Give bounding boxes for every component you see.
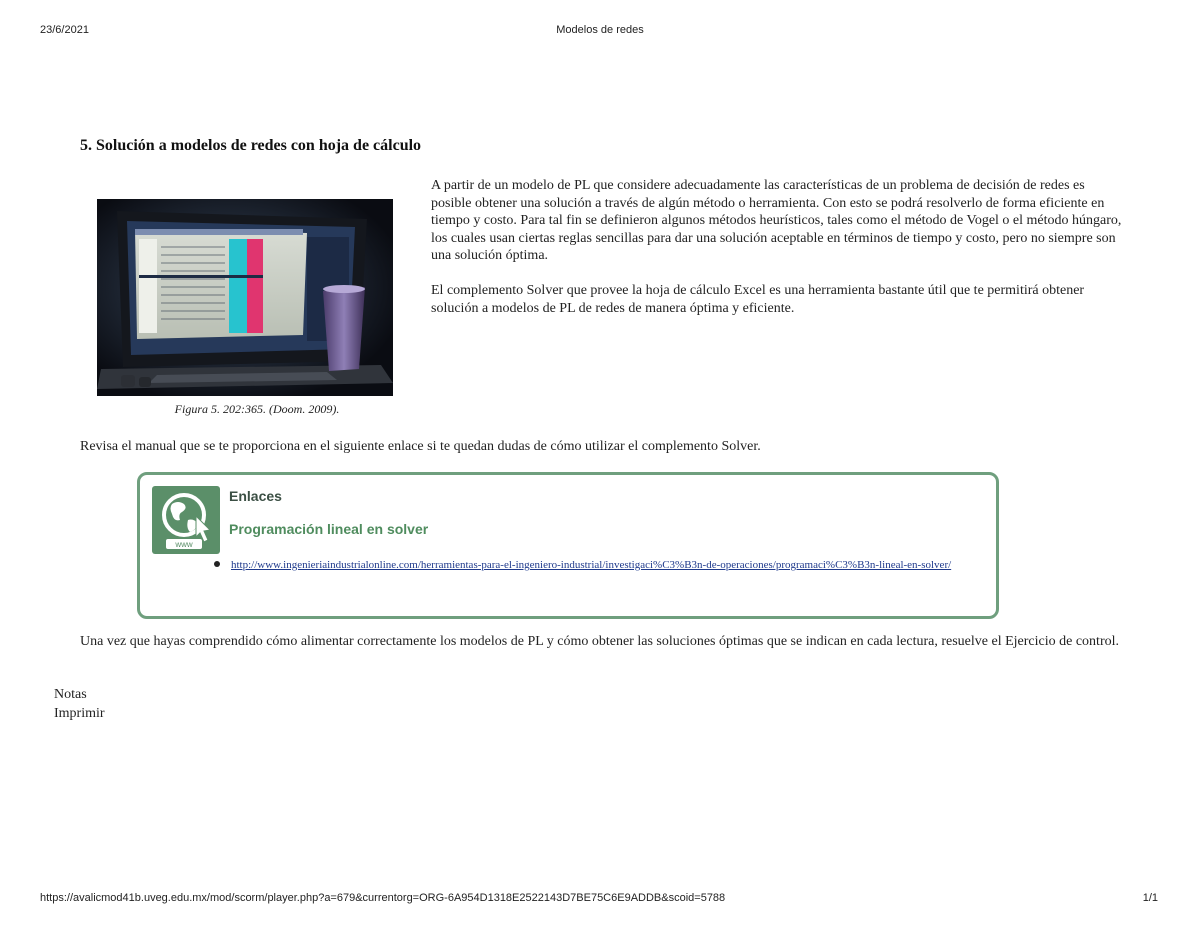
laptop-spreadsheet-photo [97,199,393,396]
intro-paragraph-2: El complemento Solver que provee la hoja de cálculo Excel es una herramienta bastante útil que te permitirá obtener solución a modelos de PL de redes de manera óptima y eficiente. [431,282,1085,316]
globe-icon [152,486,220,554]
solver-manual-instruction: Revisa el manual que se te proporciona en el siguiente enlace si te quedan dudas de cómo utilizar el complemento Solver. [80,439,761,454]
figure-caption: Figura 5. 202:365. (Doom. 2009). [174,402,340,416]
notas-link[interactable]: Notas [54,687,87,702]
laptop-photo-illustration [97,199,393,396]
section-title: 5. Solución a modelos de redes con hoja de cálculo [80,137,422,154]
page-actions [54,685,105,723]
print-page-number: 1/1 [1142,892,1158,904]
imprimir-link[interactable]: Imprimir [54,706,105,721]
print-page-title: Modelos de redes [556,24,644,36]
print-date: 23/6/2021 [40,24,89,36]
intro-text [431,177,1126,334]
links-subheading: Programación lineal en solver [229,521,429,537]
print-url: https://avalicmod41b.uveg.edu.mx/mod/scorm/player.php?a=679&currentorg=ORG-6A954D1318E2522143D7BE75C6E9ADDB&scoid=5788 [40,892,726,904]
links-box [137,472,999,619]
closing-paragraph: Una vez que hayas comprendido cómo alimentar correctamente los modelos de PL y cómo obtener las soluciones óptimas que se indican en cada lectura, resuelve el Ejercicio de control. [80,634,1119,649]
solver-link[interactable]: http://www.ingenieriaindustrialonline.com/herramientas-para-el-ingeniero-industrial/investigaci%C3%B3n-de-operaciones/programaci%C3%B3n-lineal-en-solver/ [231,559,952,571]
bullet-icon [214,561,220,567]
www-label: www [175,540,193,549]
links-heading: Enlaces [229,488,282,504]
globe-www-icon [152,486,220,554]
intro-paragraph-1: A partir de un modelo de PL que considere adecuadamente las características de un problema de decisión de redes es posible obtener una solución a través de algún método o herramienta. Con esto se podrá resolverlo de forma eficiente en tiempo y costo. Para tal fin se definieron algunos métodos heurísticos, tales como el método de Vogel o el método húngaro, los cuales usan ciertas reglas sencillas para dar una solución aceptable en términos de tiempo y costo, pero no siempre son una solución óptima. [431,178,1122,264]
links-list [196,556,986,574]
list-item [196,556,986,574]
